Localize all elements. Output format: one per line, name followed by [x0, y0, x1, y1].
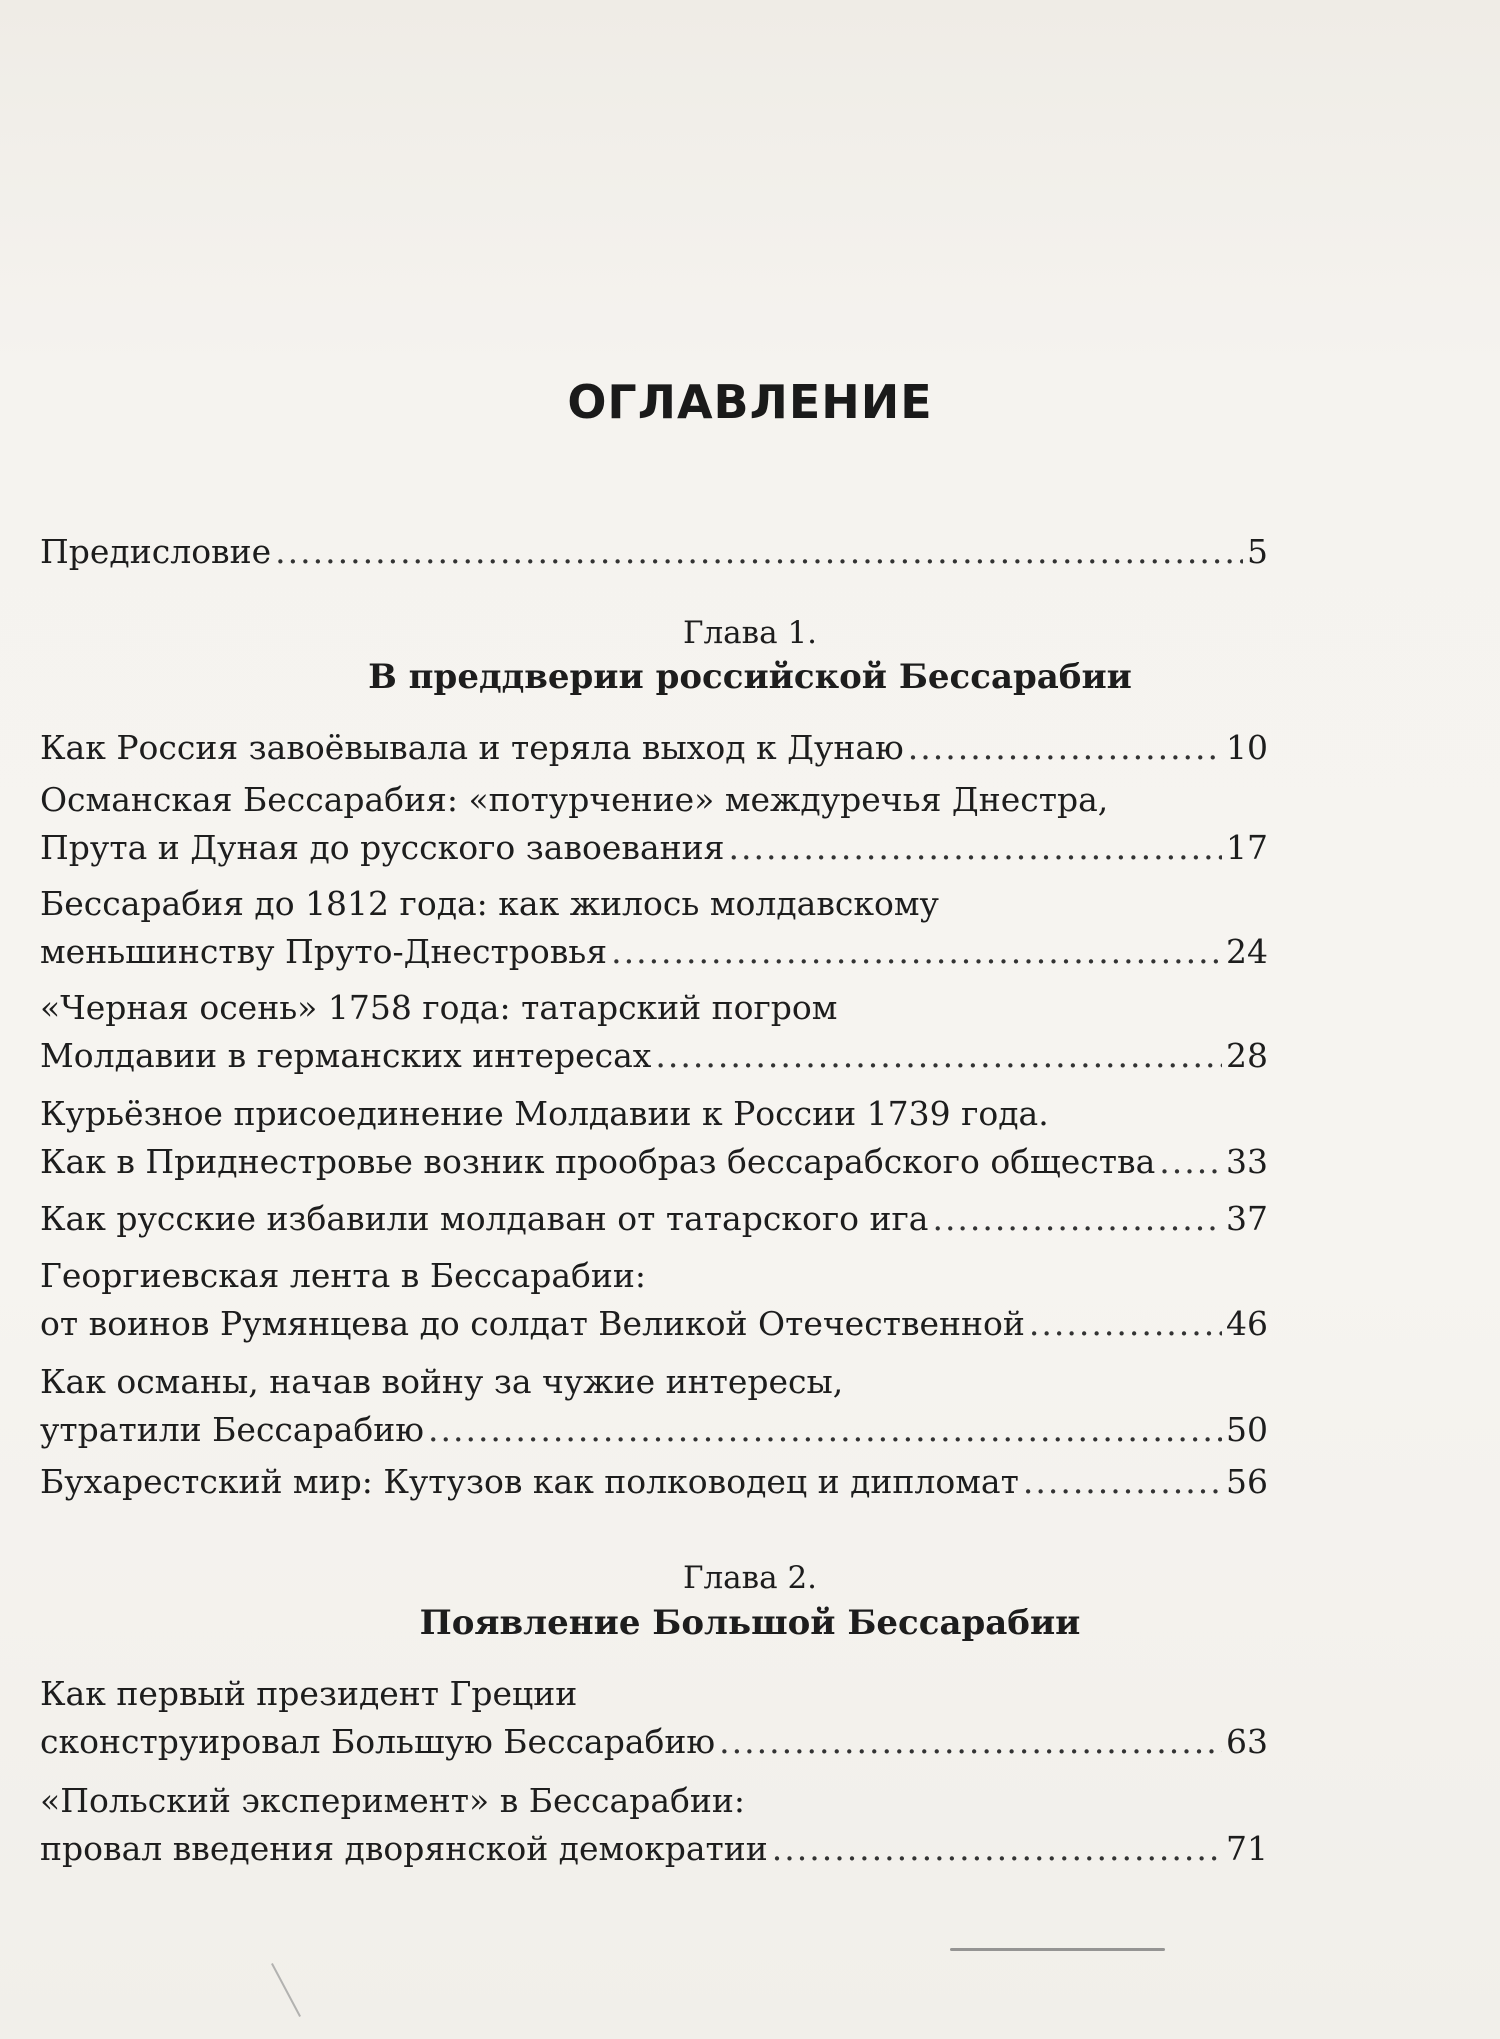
- toc-entry-text: Как Россия завоёвывала и теряла выход к Дунаю: [40, 728, 904, 767]
- toc-entry[interactable]: [40, 1670, 1268, 1766]
- toc-entry-text: Молдавии в германских интересах: [40, 1036, 652, 1075]
- toc-entry[interactable]: [40, 1458, 1268, 1506]
- leader-dots: [728, 824, 1222, 872]
- toc-entry[interactable]: [40, 1252, 1268, 1348]
- toc-entry-text: от воинов Румянцева до солдат Великой Отечественной: [40, 1304, 1025, 1343]
- toc-page-number: 71: [1226, 1829, 1268, 1868]
- leader-dots: [655, 1032, 1222, 1080]
- chapter-title: Появление Большой Бессарабии: [419, 1603, 1081, 1643]
- leader-dots: [719, 1718, 1222, 1766]
- toc-entry-text: Как в Приднестровье возник прообраз бессарабского общества: [40, 1142, 1156, 1181]
- toc-entry-text: Прута и Дуная до русского завоевания: [40, 828, 725, 867]
- leader-dots: [932, 1195, 1222, 1243]
- toc-entry-text: утратили Бессарабию: [40, 1410, 424, 1449]
- toc-page-number: 33: [1226, 1142, 1268, 1181]
- leader-dots: [772, 1825, 1222, 1873]
- toc-entry-text: Георгиевская лента в Бессарабии:: [40, 1256, 647, 1295]
- toc-page-number: 46: [1226, 1304, 1268, 1343]
- toc-page-number: 63: [1226, 1722, 1268, 1761]
- leader-dots: [611, 928, 1222, 976]
- toc-page-number: 56: [1226, 1462, 1268, 1501]
- toc-entry-text: Предисловие: [40, 532, 272, 571]
- pen-stroke-mark: [950, 1948, 1165, 1951]
- chapter-number: Глава 1.: [682, 615, 818, 651]
- toc-entry-text: Как первый президент Греции: [40, 1674, 578, 1713]
- toc-entry[interactable]: [40, 1358, 1268, 1454]
- toc-entry-text: Бессарабия до 1812 года: как жилось молдавскому: [40, 884, 939, 923]
- toc-page-number: 5: [1247, 532, 1268, 571]
- leader-dots: [908, 724, 1222, 772]
- toc-entry-text: Бухарестский мир: Кутузов как полководец и дипломат: [40, 1462, 1019, 1501]
- toc-entry[interactable]: [40, 776, 1268, 872]
- leader-dots: [428, 1406, 1222, 1454]
- toc-entry[interactable]: [40, 1195, 1268, 1243]
- toc-entry[interactable]: [40, 1777, 1268, 1873]
- toc-entry[interactable]: [40, 724, 1268, 772]
- toc-entry-text: меньшинству Пруто-Днестровья: [40, 932, 608, 971]
- toc-entry-text: «Черная осень» 1758 года: татарский погром: [40, 988, 838, 1027]
- toc-entry-text: Османская Бессарабия: «потурчение» междуречья Днестра,: [40, 780, 1109, 819]
- toc-entry-text: сконструировал Большую Бессарабию: [40, 1722, 716, 1761]
- pen-stroke-mark: [271, 1963, 301, 2017]
- toc-entry[interactable]: [40, 880, 1268, 976]
- toc-page-number: 17: [1226, 828, 1268, 867]
- leader-dots: [1023, 1458, 1222, 1506]
- chapter-number: Глава 2.: [682, 1560, 818, 1596]
- leader-dots: [1029, 1300, 1222, 1348]
- toc-page-number: 24: [1226, 932, 1268, 971]
- toc-page-number: 10: [1226, 728, 1268, 767]
- toc-entry-text: провал введения дворянской демократии: [40, 1829, 768, 1868]
- toc-page-number: 50: [1226, 1410, 1268, 1449]
- toc-title: ОГЛАВЛЕНИЕ: [567, 375, 933, 429]
- leader-dots: [275, 528, 1243, 576]
- toc-page-number: 28: [1226, 1036, 1268, 1075]
- leader-dots: [1159, 1138, 1222, 1186]
- toc-entry[interactable]: [40, 1090, 1268, 1186]
- toc-entry-preface[interactable]: [40, 528, 1268, 576]
- toc-page-number: 37: [1226, 1199, 1268, 1238]
- toc-entry-text: Как русские избавили молдаван от татарского ига: [40, 1199, 929, 1238]
- toc-entry-text: Курьёзное присоединение Молдавии к России 1739 года.: [40, 1094, 1049, 1133]
- toc-entry[interactable]: [40, 984, 1268, 1080]
- toc-entry-text: Как османы, начав войну за чужие интересы,: [40, 1362, 844, 1401]
- toc-entry-text: «Польский эксперимент» в Бессарабии:: [40, 1781, 745, 1820]
- chapter-title: В преддверии российской Бессарабии: [368, 657, 1132, 697]
